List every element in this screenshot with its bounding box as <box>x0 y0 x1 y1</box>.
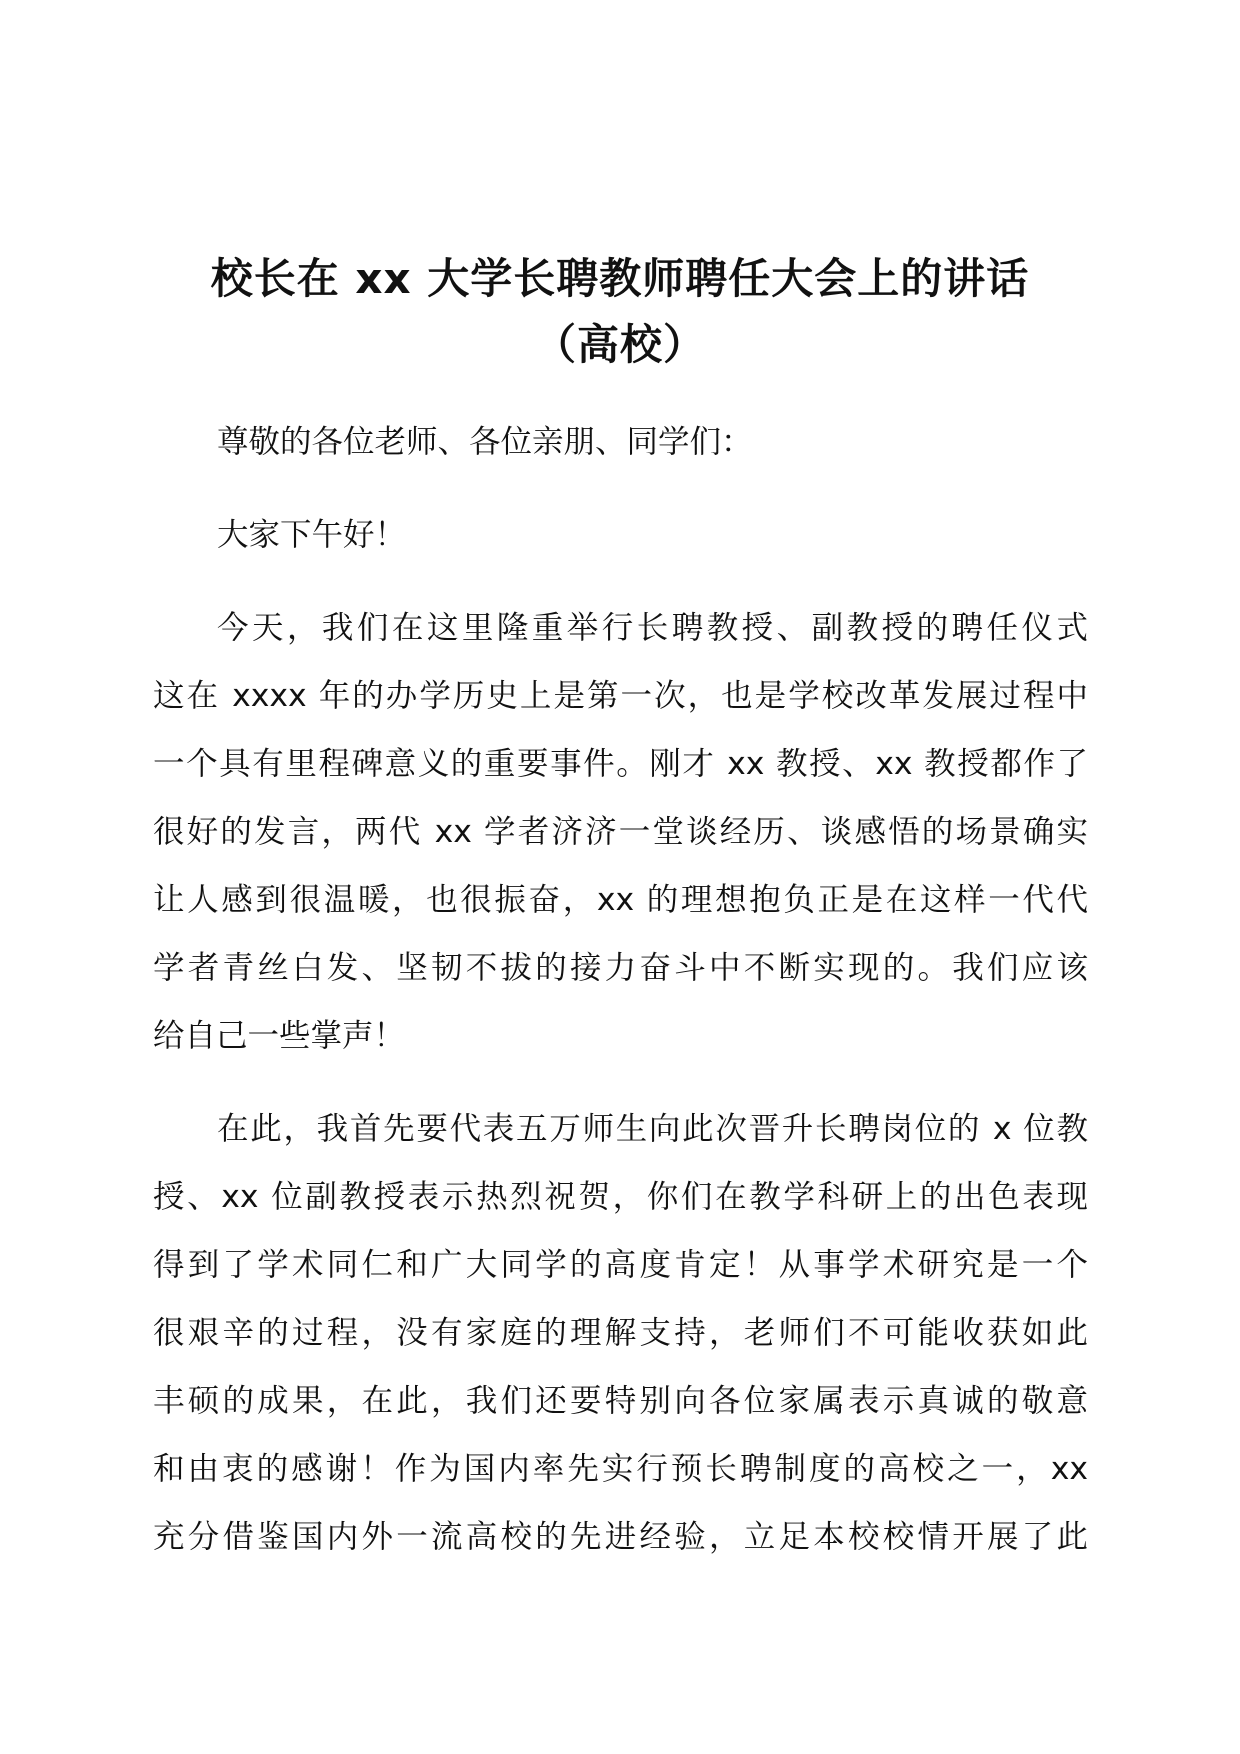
text-line: 很好的发言，两代 xx 学者济济一堂谈经历、谈感悟的场景确实 <box>153 814 1088 850</box>
text-line: 大家下午好！ <box>217 517 407 553</box>
text-line: 授、xx 位副教授表示热烈祝贺，你们在教学科研上的出色表现 <box>153 1179 1088 1215</box>
text-line: 学者青丝白发、坚韧不拔的接力奋斗中不断实现的。我们应该 <box>153 950 1088 986</box>
text-line: 让人感到很温暖，也很振奋，xx 的理想抱负正是在这样一代代 <box>153 882 1088 918</box>
text-line: 这在 xxxx 年的办学历史上是第一次，也是学校改革发展过程中 <box>153 678 1088 714</box>
text-line: 得到了学术同仁和广大同学的高度肯定！从事学术研究是一个 <box>153 1247 1088 1283</box>
salutation-paragraph <box>153 408 1088 476</box>
text-line: 给自己一些掌声！ <box>153 1018 406 1054</box>
document-body <box>153 408 1088 1596</box>
text-line: 丰硕的成果，在此，我们还要特别向各位家属表示真诚的敬意 <box>153 1383 1088 1419</box>
text-line: 一个具有里程碑意义的重要事件。刚才 xx 教授、xx 教授都作了 <box>153 746 1088 782</box>
text-line: 在此，我首先要代表五万师生向此次晋升长聘岗位的 x 位教 <box>217 1111 1088 1147</box>
text-line: 充分借鉴国内外一流高校的先进经验，立足本校校情开展了此 <box>153 1519 1088 1555</box>
document-title <box>150 246 1090 378</box>
body-paragraph-2 <box>153 1095 1088 1571</box>
text-line: 和由衷的感谢！作为国内率先实行预长聘制度的高校之一，xx <box>153 1451 1088 1487</box>
greeting-paragraph <box>153 501 1088 569</box>
text-line: 今天，我们在这里隆重举行长聘教授、副教授的聘任仪式 <box>217 610 1088 646</box>
text-line: 尊敬的各位老师、各位亲朋、同学们： <box>217 424 753 460</box>
body-paragraph-1 <box>153 594 1088 1070</box>
title-line-1: 校长在 xx 大学长聘教师聘任大会上的讲话 <box>210 254 1030 303</box>
text-line: 很艰辛的过程，没有家庭的理解支持，老师们不可能收获如此 <box>153 1315 1088 1351</box>
title-line-2: （高校） <box>533 320 706 369</box>
